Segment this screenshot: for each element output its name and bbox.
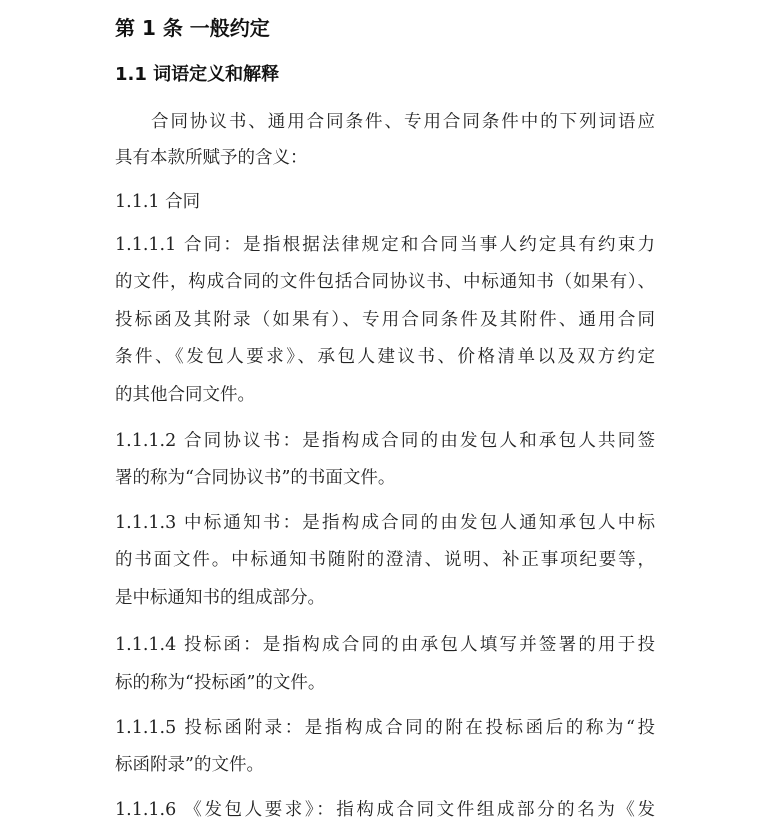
clause-line: 的文件，构成合同的文件包括合同协议书、中标通知书（如果有）、 [115, 272, 655, 292]
clause-line: 标的称为“投标函”的文件。 [115, 673, 326, 693]
clause-line: 标函附录”的文件。 [115, 755, 264, 775]
subsection-title: 1.1.1 合同 [115, 192, 201, 212]
intro-line: 合同协议书、通用合同条件、专用合同条件中的下列词语应 [151, 112, 655, 132]
article-title: 第 1 条 一般约定 [115, 16, 270, 40]
clause-line: 的其他合同文件。 [115, 385, 255, 405]
section-title: 1.1 词语定义和解释 [115, 64, 280, 85]
clause-line: 署的称为“合同协议书”的书面文件。 [115, 468, 396, 488]
clause-line: 1.1.1.1 合同：是指根据法律规定和合同当事人约定具有约束力 [115, 235, 655, 255]
clause-line: 的书面文件。中标通知书随附的澄清、说明、补正事项纪要等， [115, 550, 655, 570]
clause-line: 1.1.1.3 中标通知书：是指构成合同的由发包人通知承包人中标 [115, 513, 655, 533]
clause-line: 是中标通知书的组成部分。 [115, 588, 325, 608]
clause-line: 1.1.1.5 投标函附录：是指构成合同的附在投标函后的称为“投 [115, 718, 655, 738]
intro-line: 具有本款所赋予的含义： [115, 148, 308, 168]
clause-line: 1.1.1.4 投标函：是指构成合同的由承包人填写并签署的用于投 [115, 635, 655, 655]
clause-line: 1.1.1.2 合同协议书：是指构成合同的由发包人和承包人共同签 [115, 431, 655, 451]
clause-line: 1.1.1.6 《发包人要求》：指构成合同文件组成部分的名为《发 [115, 800, 655, 820]
clause-line: 投标函及其附录（如果有）、专用合同条件及其附件、通用合同 [115, 310, 655, 330]
clause-line: 条件、《发包人要求》、承包人建议书、价格清单以及双方约定 [115, 347, 655, 367]
